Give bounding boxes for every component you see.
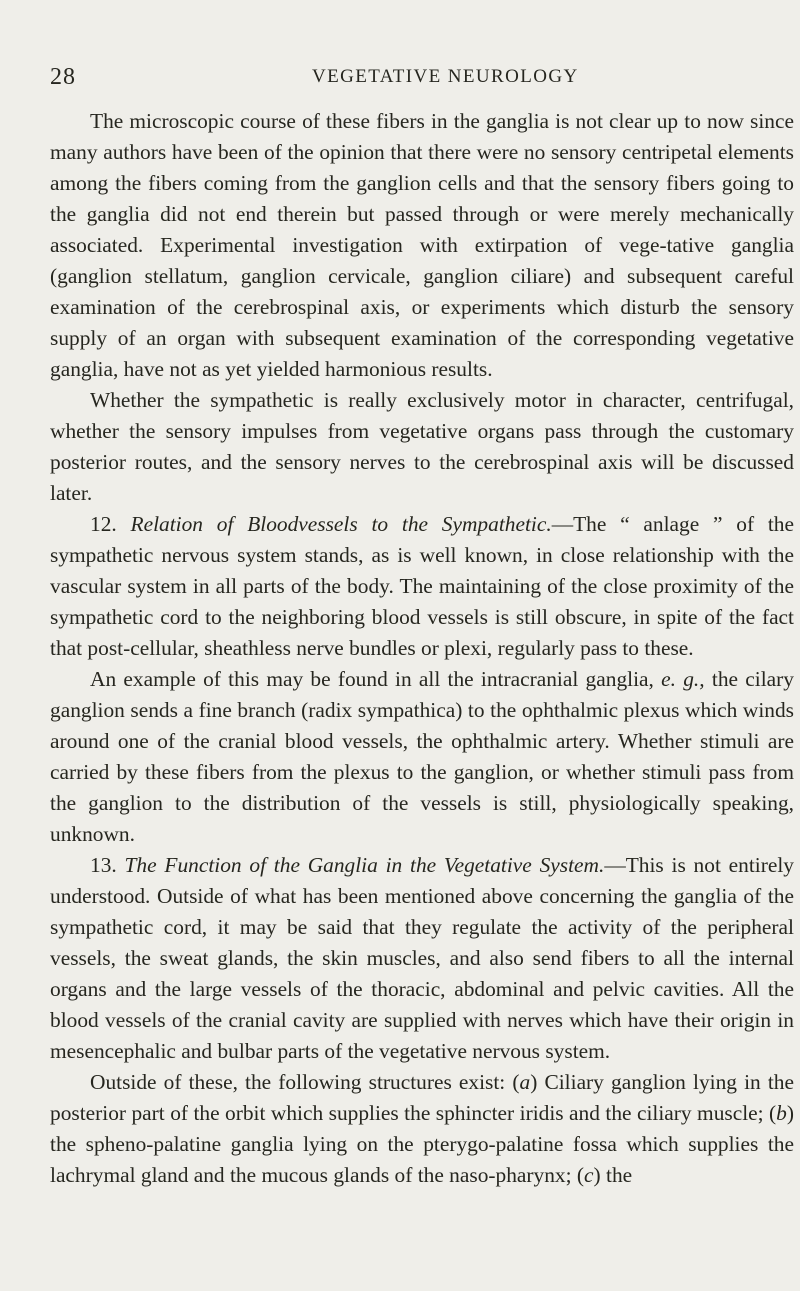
paragraph-lead: Outside of these, the following structures exist: ( [90, 1070, 520, 1094]
paragraph-text: the cilary ganglion sends a fine branch (radix sympathica) to the ophthalmic plexus which winds around one of the cranial blood vessels, the ophthalmic artery. Whether stimuli are carried by these fibers from the plexus to the ganglion, or whether stimuli pass from the ganglion to the distribution of the vessels is still, physiologically speaking, unknown. [50, 667, 794, 846]
list-marker-b: b [776, 1101, 787, 1125]
section-number: 13. [90, 853, 117, 877]
paragraph-intracranial-example [50, 664, 794, 850]
list-marker-c: c [584, 1163, 594, 1187]
section-number: 12. [90, 512, 117, 536]
section-heading: Relation of Bloodvessels to the Sympathetic. [130, 512, 552, 536]
running-title: VEGETATIVE NEUROLOGY [312, 66, 579, 87]
paragraph-text: Whether the sympathetic is really exclusively motor in character, centrifugal, whether the sensory impulses from vegetative organs pass through the customary posterior routes, and the sensory nerves to the cerebrospinal axis will be discussed later. [50, 388, 794, 505]
paragraph-text: —This is not entirely understood. Outside of what has been mentioned above concerning the ganglia of the sympathetic cord, it may be said that they regulate the activity of the peripheral vessels, the sweat glands, the skin muscles, and also send fibers to all the internal organs and the large vessels of the thoracic, abdominal and pelvic cavities. All the blood vessels of the cranial cavity are supplied with nerves which have their origin in mesencephalic and bulbar parts of the vegetative nervous system. [50, 853, 794, 1063]
paragraph-sympathetic-motor [50, 385, 794, 509]
book-page [50, 60, 794, 1191]
paragraph-text: ) the [593, 1163, 633, 1187]
section-heading: The Function of the Ganglia in the Vegetative System. [124, 853, 605, 877]
paragraph-text: —The “ anlage ” of the sympathetic nervous system stands, as is well known, in close relationship with the vascular system in all parts of the body. The maintaining of the close proximity of the sympathetic cord to the neighboring blood vessels is still obscure, in spite of the fact that post-cellular, sheathless nerve bundles or plexi, regularly pass to these. [50, 512, 794, 660]
paragraph-text: ) the spheno-palatine ganglia lying on the pterygo-palatine fossa which supplies the lachrymal gland and the mucous glands of the naso-pharynx; ( [50, 1101, 794, 1187]
paragraph-text: ) Ciliary ganglion lying in the posterior part of the orbit which supplies the sphincter iridis and the ciliary muscle; ( [50, 1070, 794, 1125]
abbreviation-eg: e. g., [661, 667, 705, 691]
section-12-paragraph [50, 509, 794, 664]
paragraph-ganglia-fibers [50, 106, 794, 385]
section-13-paragraph [50, 850, 794, 1067]
page-number: 28 [50, 64, 76, 90]
paragraph-text: The microscopic course of these fibers in the ganglia is not clear up to now since many authors have been of the opinion that there were no sensory centripetal elements among the fibers coming from the ganglion cells and that the sensory fibers going to the ganglia did not end therein but passed through or were merely mechanically associated. Experimental investigation with extirpation of vege-tative ganglia (ganglion stellatum, ganglion cervicale, ganglion ciliare) and subsequent careful examination of the cerebrospinal axis, or experiments which disturb the sensory supply of an organ with subsequent examination of the corresponding vegetative ganglia, have not as yet yielded harmonious results. [50, 109, 794, 381]
paragraph-lead: An example of this may be found in all the intracranial ganglia, [90, 667, 654, 691]
paragraph-structures-list [50, 1067, 794, 1191]
list-marker-a: a [519, 1070, 531, 1094]
page-header [50, 60, 794, 106]
